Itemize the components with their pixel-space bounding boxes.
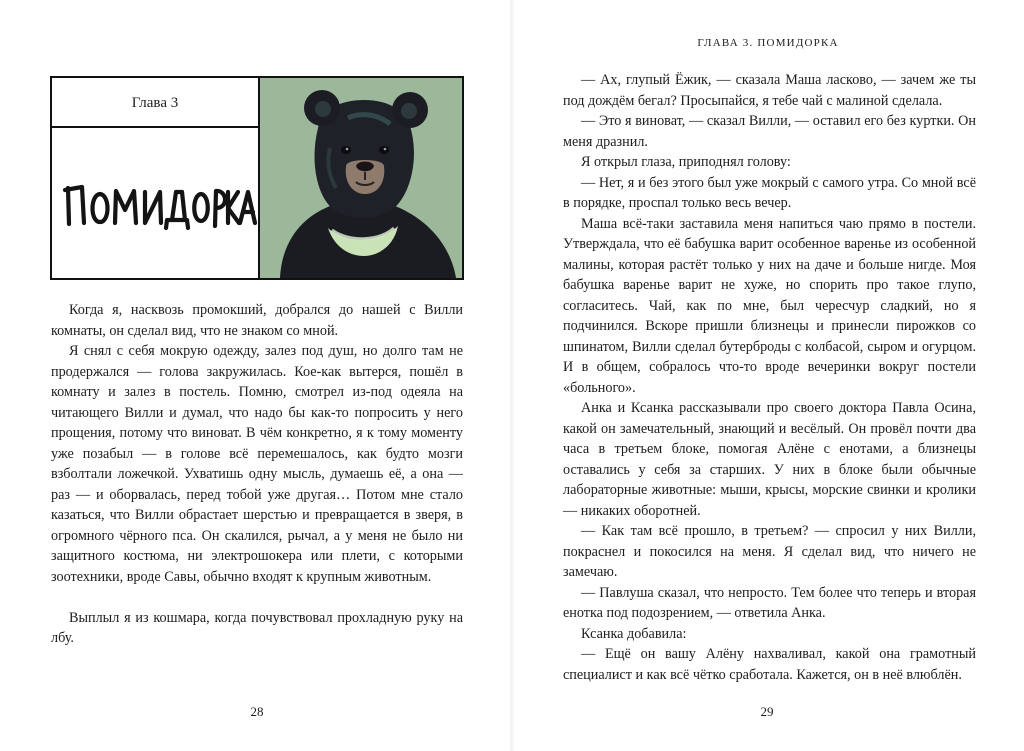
paragraph: — Как там всё прошло, в третьем? — спросил у них Вилли, покраснел и покосился на меня. Я сделал вид, что ничего не замечаю. (563, 523, 976, 580)
running-head: ГЛАВА 3. ПОМИДОРКА (697, 37, 839, 49)
paragraph: Выплыл я из кошмара, когда почувствовал прохладную руку на лбу. (51, 609, 463, 646)
chapter-illustration (260, 78, 462, 278)
paragraph: Я открыл глаза, приподнял голову: (581, 154, 791, 170)
chapter-title-art (52, 128, 260, 278)
paragraph: — Нет, я и без этого был уже мокрый с самого утра. Со мной всё в порядке, проспал только весь вечер. (563, 174, 976, 211)
page-number-right: 29 (760, 704, 774, 719)
paragraph: — Ещё он вашу Алёну нахваливал, какой она грамотный специалист и как всё чётко сработала. Кажется, он в неё влюблён. (563, 646, 976, 683)
page-number-left: 28 (250, 704, 264, 719)
paragraph: Когда я, насквозь промокший, добрался до нашей с Вилли комнаты, он сделал вид, что не знаком со мной. (51, 302, 463, 339)
left-page-text (51, 300, 463, 649)
paragraph: — Павлуша сказал, что непросто. Тем более что теперь и вторая енотка под подозрением, — ответила Анка. (563, 584, 976, 621)
chapter-title-lettering-icon (52, 128, 258, 278)
paragraph: Ксанка добавила: (581, 625, 687, 642)
paragraph: — Ах, глупый Ёжик, — сказала Маша ласково, — зачем же ты под дождём бегал? Просыпайся, я тебе чай с малиной сделала. (563, 72, 976, 109)
chapter-header-box (50, 76, 464, 280)
right-page-text (563, 70, 976, 685)
paragraph: Маша всё-таки заставила меня напиться чаю прямо в постели. Утверждала, что её бабушка варит особенное варенье из особенной малины, которая растёт только у них на даче и больше нигде. Моя бабушка варенье варит не хуже, но спорить про такое глупо, согласитесь. Чай, как по мне, был чересчур сладкий, но я подчинился. Вскоре пришли близнецы и принесли пирожков со шпинатом, Вилли сделал бутерброды с колбасой, сыром и огурцом. И в общем, собралось что-то вроде вечеринки вокруг постели «больного». (563, 215, 976, 396)
paragraph: Я снял с себя мокрую одежду, залез под душ, но долго там не продержался — голова закружилась. Кое-как вытерся, пошёл в комнату и залез в постель. Помню, смотрел из-под одеяла на читающего Вилли и думал, что надо бы как-то попросить у него прощения, потому что виноват. В чём конкретно, я к тому моменту уже позабыл — в голове всё перемешалось, как будто мозги взболтали ложечкой. Ухватишь одну мысль, думаешь её, а она — раз — и оборвалась, перед тобой уже другая… Потом мне стало казаться, что Вилли обрастает шерстью и превращается в зверя, в огромного чёрного пса. Он скалился, рычал, а у меня не было ни защитного костюма, ни электрошокера или плети, с которыми зоотехники, вроде Савы, обычно входят к крупным животным. (51, 343, 463, 585)
right-page (512, 0, 1024, 751)
paragraph: Анка и Ксанка рассказывали про своего доктора Павла Осина, какой он замечательный, знающий и весёлый. Он провёл почти два часа в третьем блоке, помогая Алёне с енотами, а близнецы оставались у себя за старших. У них в блоке были обычные лабораторные животные: мыши, крысы, морские свинки и кролики — никаких оборотней. (563, 400, 976, 519)
black-bear-illustration-icon (260, 78, 462, 278)
chapter-label: Глава 3 (52, 78, 260, 128)
paragraph: — Это я виноват, — сказал Вилли, — оставил его без куртки. Он меня дразнил. (563, 113, 976, 150)
